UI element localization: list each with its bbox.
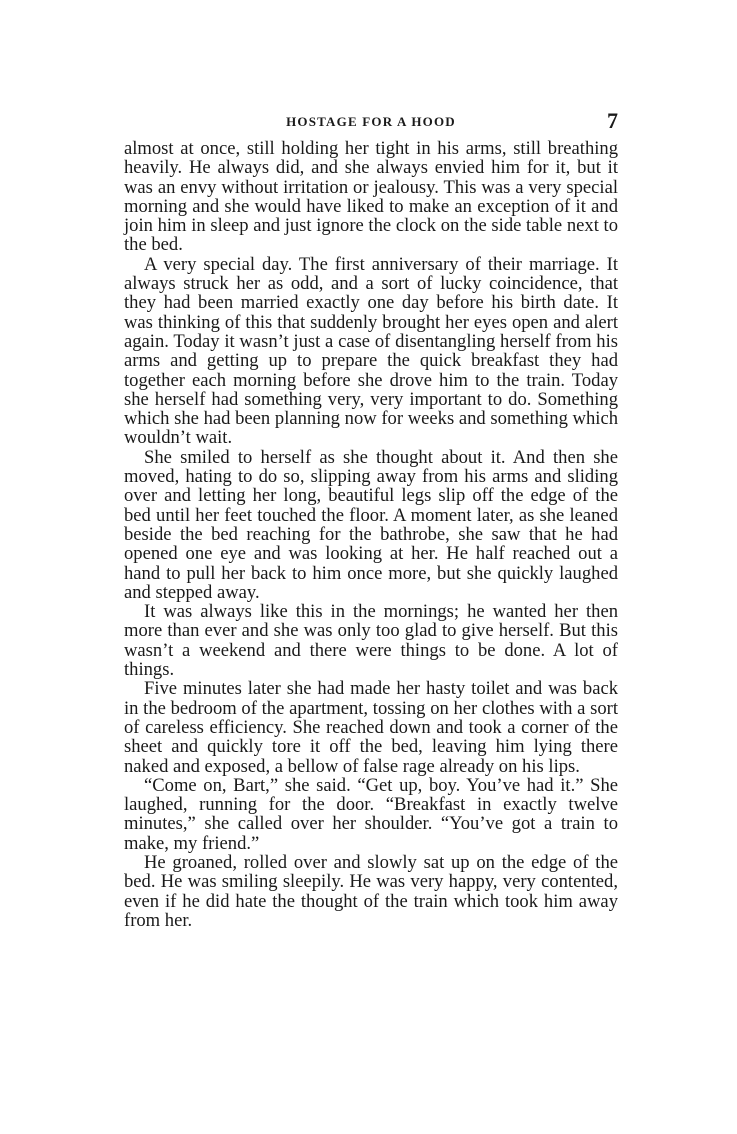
page-number: 7 (607, 108, 618, 133)
page-header (124, 108, 618, 136)
paragraph-4: It was always like this in the mornings; he wanted her then more than ever and she was only too glad to give herself. But this wasn’t a weekend and there were things to be done. A lot of things. (124, 601, 618, 681)
body-text (124, 139, 618, 930)
paragraph-5: Five minutes later she had made her hasty toilet and was back in the bedroom of the apartment, tossing on her clothes with a sort of careless efficiency. She reached down and took a corner of the sheet and quickly tore it off the bed, leaving him lying there naked and exposed, a bellow of false rage already on his lips. (124, 678, 618, 777)
paragraph-7: He groaned, rolled over and slowly sat up on the edge of the bed. He was smiling sleepily. He was very happy, very contented, even if he did hate the thought of the train which took him away from her. (124, 851, 618, 931)
paragraph-3: She smiled to herself as she thought about it. And then she moved, hating to do so, slipping away from his arms and sliding over and letting her long, beautiful legs slip off the edge of the bed until her feet touched the floor. A moment later, as she leaned beside the bed reaching for the bathrobe, she saw that he had opened one eye and was looking at her. He half reached out a hand to pull her back to him once more, but she quickly laughed and stepped away. (124, 446, 618, 603)
paragraph-1: almost at once, still holding her tight in his arms, still breathing heavily. He always did, and she always envied him for it, but it was an envy without irritation or jealousy. This was a very special morning and she would have liked to make an exception of it and join him in sleep and just ignore the clock on the side table next to the bed. (124, 138, 618, 256)
paragraph-6: “Come on, Bart,” she said. “Get up, boy. You’ve had it.” She laughed, running for the door. “Breakfast in exactly twelve minutes,” she called over her shoulder. “You’ve got a train to make, my friend.” (124, 774, 618, 854)
running-head: HOSTAGE FOR A HOOD (286, 114, 456, 129)
paragraph-2: A very special day. The first anniversary of their marriage. It always struck her as odd, and a sort of lucky coincidence, that they had been married exactly one day before his birth date. It was thinking of this that suddenly brought her eyes open and alert again. Today it wasn’t just a case of disentangling herself from his arms and getting up to prepare the quick breakfast they had together each morning before she drove him to the train. Today she herself had something very, very important to do. Something which she had been planning now for weeks and something which wouldn’t wait. (124, 253, 618, 449)
